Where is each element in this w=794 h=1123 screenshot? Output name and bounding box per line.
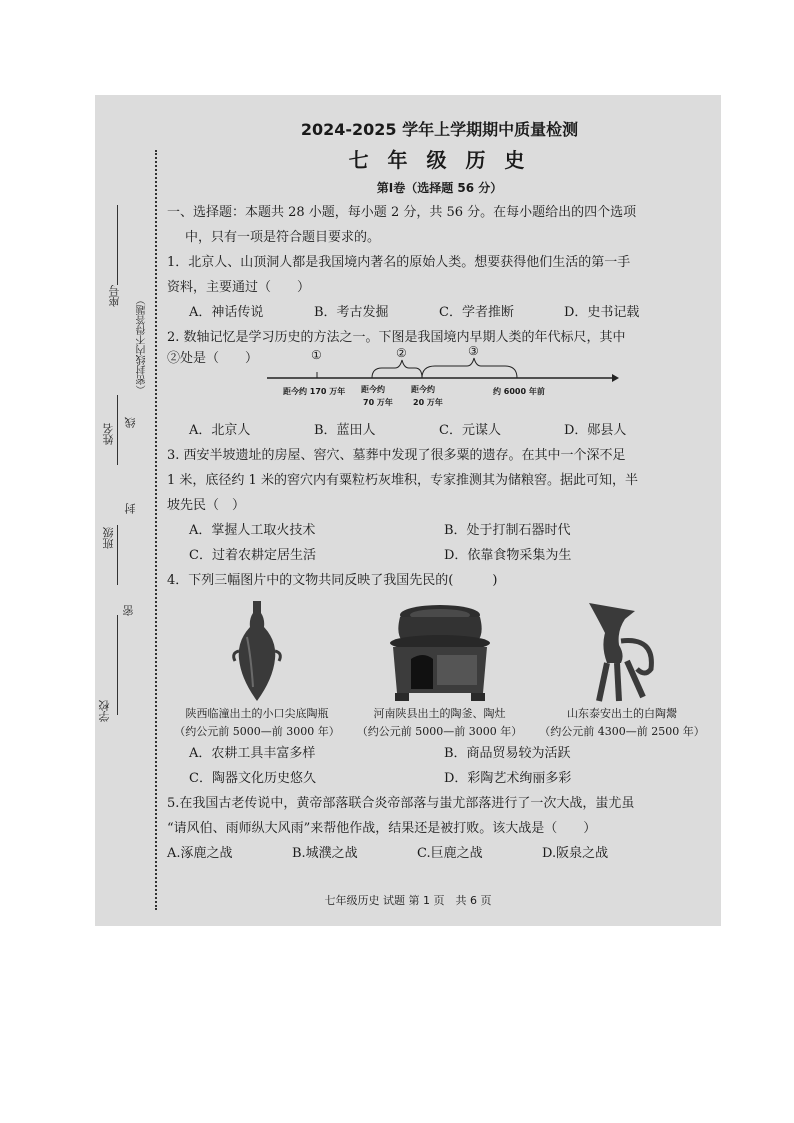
artifact-name: 山东泰安出土的白陶鬶 — [567, 707, 677, 720]
question-text: ②处是（ ） — [167, 351, 259, 366]
seal-dotted-line — [155, 150, 157, 910]
pointed-bottom-bottle-image — [217, 597, 297, 705]
question-text: 5.在我国古老传说中，黄帝部落联合炎帝部落与蚩尤部落进行了一次大战，蚩尤虽 — [167, 796, 635, 811]
seat-label: 座号 — [108, 285, 121, 307]
question-text: 资料，主要通过（ ） — [167, 280, 311, 295]
exam-title: 2024-2025 学年上学期期中质量检测 — [300, 120, 579, 139]
option-b[interactable]: B．处于打制石器时代 — [444, 523, 571, 538]
question-1 — [167, 250, 712, 325]
seat-underline — [117, 205, 118, 285]
artifact-name: 陕西临潼出土的小口尖底陶瓶 — [185, 707, 329, 720]
option-c[interactable]: C．过着农耕定居生活 — [189, 548, 316, 563]
question-2 — [167, 325, 712, 443]
question-options — [167, 418, 712, 443]
class-label: 班级 — [102, 527, 115, 549]
timeline-label: 距今约 — [411, 385, 435, 394]
option-d[interactable]: D.阪泉之战 — [542, 846, 609, 861]
timeline-label: 70 万年 — [363, 398, 393, 407]
pottery-cauldron-stove-image — [375, 597, 505, 705]
question-text: “请风伯、雨师纵大风雨”来帮他作战，结果还是被打败。该大战是（ ） — [167, 821, 597, 836]
option-b[interactable]: B．考古发掘 — [314, 305, 389, 320]
question-options — [167, 543, 712, 568]
question-5 — [167, 791, 712, 866]
artifact-date: （约公元前 5000—前 3000 年） — [174, 725, 340, 738]
line-char: 线 — [124, 417, 137, 428]
exam-subject: 七 年 级 历 史 — [348, 148, 531, 172]
name-label: 姓名 — [102, 423, 115, 445]
artifact-images — [167, 597, 712, 741]
timeline-label: 距今约 — [361, 385, 385, 394]
question-3 — [167, 443, 712, 568]
timeline-label: 20 万年 — [413, 398, 443, 407]
option-d[interactable]: D．史书记载 — [564, 305, 640, 320]
secret-char: 密 — [122, 605, 135, 616]
question-text: 2. 数轴记忆是学习历史的方法之一。下图是我国境内早期人类的年代标尺，其中 — [167, 330, 626, 345]
instructions-line: 中，只有一项是符合题目要求的。 — [185, 230, 381, 245]
option-a[interactable]: A．农耕工具丰富多样 — [189, 746, 316, 761]
question-options — [167, 300, 712, 325]
question-options — [167, 741, 712, 766]
option-d[interactable]: D．依靠食物采集为生 — [444, 548, 572, 563]
timeline-figure — [167, 344, 712, 414]
question-text: 1 米，底径约 1 米的窖穴内有粟粒朽灰堆积，专家推测其为储粮窖。据此可知，半 — [167, 473, 638, 488]
question-options — [167, 518, 712, 543]
question-text: 坡先民（ ） — [167, 498, 246, 513]
question-text: 4．下列三幅图片中的文物共同反映了我国先民的( ) — [167, 573, 498, 588]
option-c[interactable]: C．学者推断 — [439, 305, 514, 320]
artifact-1 — [167, 597, 347, 741]
option-a[interactable]: A.涿鹿之战 — [167, 846, 233, 861]
exam-content — [167, 117, 712, 866]
timeline-label: 距今约 170 万年 — [283, 387, 346, 396]
question-text: 3. 西安半坡遗址的房屋、窖穴、墓葬中发现了很多粟的遗存。在其中一个深不足 — [167, 448, 626, 463]
question-4 — [167, 568, 712, 791]
option-a[interactable]: A．北京人 — [189, 423, 251, 438]
option-a[interactable]: A．掌握人工取火技术 — [189, 523, 316, 538]
artifact-2 — [350, 597, 530, 741]
section-title: 第Ⅰ卷（选择题 56 分） — [376, 181, 503, 195]
timeline-label: 约 6000 年前 — [493, 387, 545, 396]
question-text: 1．北京人、山顶洞人都是我国境内著名的原始人类。想要获得他们生活的第一手 — [167, 255, 631, 270]
option-c[interactable]: C．陶器文化历史悠久 — [189, 771, 316, 786]
question-options — [167, 766, 712, 791]
timeline-mark-2: ② — [396, 346, 407, 360]
option-c[interactable]: C．元谋人 — [439, 423, 501, 438]
name-underline — [117, 395, 118, 465]
no-answer-note: （密封线内不得答题） — [137, 295, 148, 395]
timeline-mark-1: ① — [311, 348, 322, 362]
school-underline — [117, 615, 118, 715]
question-options — [167, 841, 712, 866]
artifact-date: （约公元前 4300—前 2500 年） — [539, 725, 705, 738]
option-c[interactable]: C.巨鹿之战 — [417, 846, 483, 861]
option-d[interactable]: D．彩陶艺术绚丽多彩 — [444, 771, 572, 786]
exam-paper — [95, 95, 721, 926]
white-pottery-gui-image — [577, 597, 667, 705]
option-b[interactable]: B．商品贸易较为活跃 — [444, 746, 571, 761]
option-d[interactable]: D．郧县人 — [564, 423, 627, 438]
option-a[interactable]: A．神话传说 — [189, 305, 264, 320]
page-footer: 七年级历史 试题 第 1 页 共 6 页 — [324, 894, 492, 907]
school-label: 学校 — [98, 700, 111, 722]
class-underline — [117, 525, 118, 585]
artifact-date: （约公元前 5000—前 3000 年） — [356, 725, 523, 738]
timeline-mark-3: ③ — [468, 344, 479, 358]
option-b[interactable]: B．蓝田人 — [314, 423, 376, 438]
option-b[interactable]: B.城濮之战 — [292, 846, 358, 861]
seal-char: 封 — [124, 503, 137, 514]
instructions-line: 一、选择题：本题共 28 小题，每小题 2 分，共 56 分。在每小题给出的四个选项 — [167, 205, 637, 220]
artifact-name: 河南陕县出土的陶釜、陶灶 — [373, 707, 506, 720]
artifact-3 — [532, 597, 712, 741]
